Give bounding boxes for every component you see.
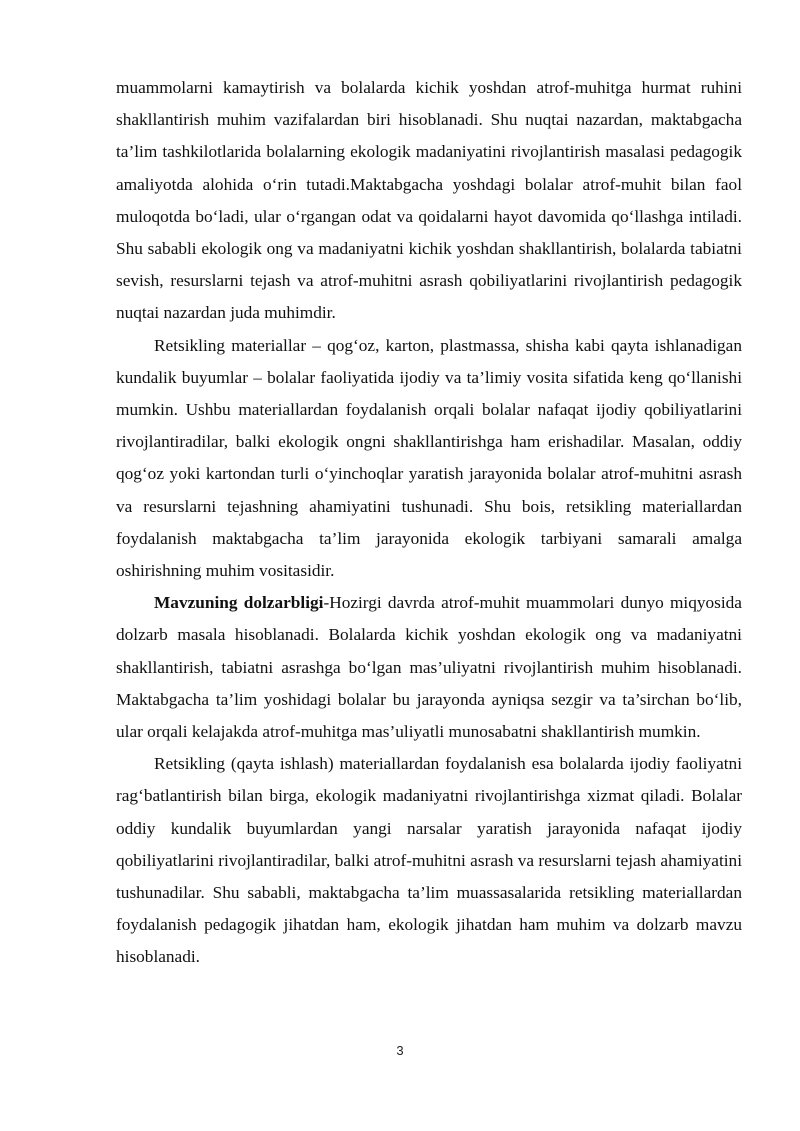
- paragraph-recycling-usage: Retsikling (qayta ishlash) materiallardan foydalanish esa bolalarda ijodiy faoliyatni rag‘batlantirish bilan birga, ekologik madaniyatni rivojlantirishga xizmat qiladi. Bolalar oddiy kundalik buyumlardan yangi narsalar yaratish jarayonida nafaqat ijodiy qobiliyatlarini rivojlantiradilar, balki atrof-muhitni asrash va resurslarni tejash ahamiyatini tushunadilar. Shu sababli, maktabgacha ta’lim muassasalarida retsikling materiallardan foydalanish pedagogik jihatdan ham, ekologik jihatdan ham muhim va dolzarb mavzu hisoblanadi.: [116, 754, 742, 967]
- paragraph-topic-relevance: [116, 587, 742, 748]
- document-page: [116, 72, 742, 974]
- paragraph-recycling-materials: Retsikling materiallar – qog‘oz, karton, plastmassa, shisha kabi qayta ishlanadigan kundalik buyumlar – bolalar faoliyatida ijodiy va ta’limiy vosita sifatida keng qo‘llanishi mumkin. Ushbu materiallardan foydalanish orqali bolalar nafaqat ijodiy qobiliyatlarini rivojlantiradilar, balki ekologik ongni shakllantirishga ham erishadilar. Masalan, oddiy qog‘oz yoki kartondan turli o‘yinchoqlar yaratish jarayonida bolalar atrof-muhitni asrash va resurslarni tejashning ahamiyatini tushunadi. Shu bois, retsikling materiallardan foydalanish maktabgacha ta’lim jarayonida ekologik tarbiyani samarali amalga oshirishning muhim vositasidir.: [116, 335, 742, 581]
- paragraph-continuation: muammolarni kamaytirish va bolalarda kichik yoshdan atrof-muhitga hurmat ruhini shakllantirish muhim vazifalardan biri hisoblanadi. Shu nuqtai nazardan, maktabgacha ta’lim tashkilotlarida bolalarning ekologik madaniyatini rivojlantirish masalasi pedagogik amaliyotda alohida o‘rin tutadi.Maktabgacha yoshdagi bolalar atrof-muhit bilan faol muloqotda bo‘ladi, ular o‘rgangan odat va qoidalarni hayot davomida qo‘llashga intiladi. Shu sababli ekologik ong va madaniyatni kichik yoshdan shakllantirish, bolalarda tabiatni sevish, resurslarni tejash va atrof-muhitni asrash qobiliyatlarini rivojlantirish pedagogik nuqtai nazardan juda muhimdir.: [116, 78, 742, 323]
- topic-relevance-heading: Mavzuning dolzarbligi: [154, 593, 324, 613]
- topic-relevance-text: -Hozirgi davrda atrof-muhit muammolari dunyo miqyosida dolzarb masala hisoblanadi. Bolalarda kichik yoshdan ekologik ong va madaniyatni shakllantirish, tabiatni asrashga bo‘lgan mas’uliyatni rivojlantirish muhim hisoblanadi. Maktabgacha ta’lim yoshidagi bolalar bu jarayonda ayniqsa sezgir va ta’sirchan bo‘lib, ular orqali kelajakda atrof-muhitga mas’uliyatli munosabatni shakllantirish mumkin.: [116, 593, 742, 742]
- page-number: 3: [396, 1043, 404, 1058]
